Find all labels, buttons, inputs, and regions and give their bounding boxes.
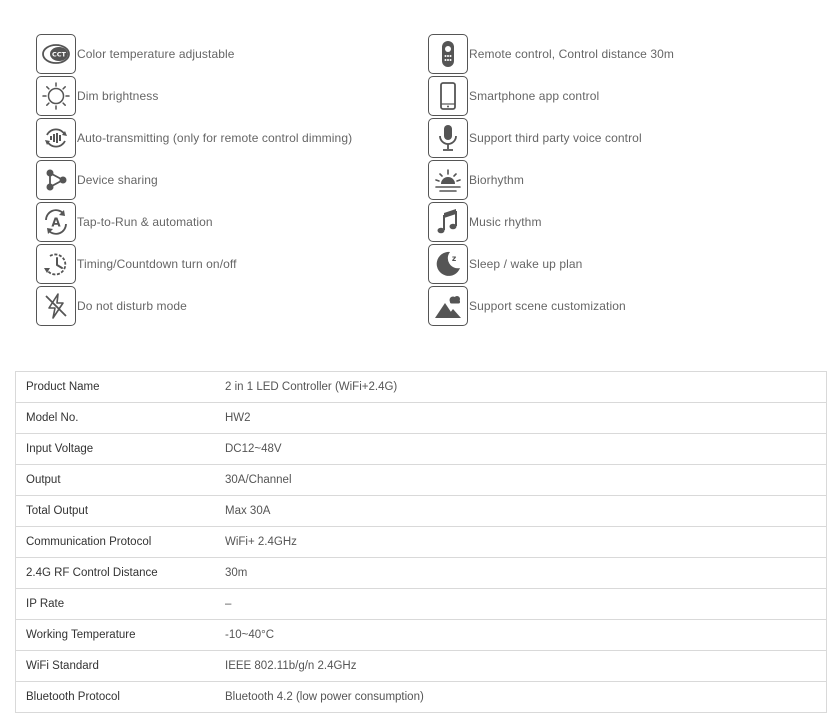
spec-key: IP Rate — [16, 589, 226, 620]
spec-key: Bluetooth Protocol — [16, 682, 226, 713]
table-row — [16, 620, 827, 651]
music-note-icon — [428, 202, 468, 242]
spec-key: Input Voltage — [16, 434, 226, 465]
feature-label: Auto-transmitting (only for remote control dimming) — [77, 131, 353, 145]
spec-value: -10~40°C — [225, 620, 827, 651]
table-row — [16, 403, 827, 434]
feature-label: Timing/Countdown turn on/off — [77, 257, 237, 271]
feature-item — [428, 159, 674, 201]
spec-key: Product Name — [16, 372, 226, 403]
spec-value: 30A/Channel — [225, 465, 827, 496]
table-row — [16, 682, 827, 713]
feature-item — [36, 75, 352, 117]
share-icon — [36, 160, 76, 200]
table-row — [16, 496, 827, 527]
feature-item — [36, 201, 352, 243]
timer-icon — [36, 244, 76, 284]
feature-label: Do not disturb mode — [77, 299, 187, 313]
spec-key: 2.4G RF Control Distance — [16, 558, 226, 589]
spec-value: HW2 — [225, 403, 827, 434]
spec-key: Working Temperature — [16, 620, 226, 651]
feature-item — [428, 117, 674, 159]
spec-value: 2 in 1 LED Controller (WiFi+2.4G) — [225, 372, 827, 403]
table-row — [16, 372, 827, 403]
feature-item — [36, 117, 352, 159]
spec-value: WiFi+ 2.4GHz — [225, 527, 827, 558]
moon-sleep-icon — [428, 244, 468, 284]
spec-key: Model No. — [16, 403, 226, 434]
svg-text:z: z — [451, 254, 457, 263]
feature-column-left — [36, 33, 352, 327]
feature-list — [0, 0, 835, 340]
spec-value: Max 30A — [225, 496, 827, 527]
spec-key: WiFi Standard — [16, 651, 226, 682]
spec-value: Bluetooth 4.2 (low power consumption) — [225, 682, 827, 713]
feature-label: Tap-to-Run & automation — [77, 215, 213, 229]
table-row — [16, 434, 827, 465]
feature-label: Support scene customization — [469, 299, 626, 313]
spec-table — [15, 371, 827, 713]
feature-item — [428, 33, 674, 75]
feature-item — [428, 201, 674, 243]
microphone-icon — [428, 118, 468, 158]
feature-item — [428, 243, 674, 285]
spec-key: Total Output — [16, 496, 226, 527]
svg-text:A: A — [51, 215, 61, 230]
sun-icon — [36, 76, 76, 116]
feature-item — [428, 285, 674, 327]
feature-item — [428, 75, 674, 117]
spec-value: IEEE 802.11b/g/n 2.4GHz — [225, 651, 827, 682]
table-row — [16, 651, 827, 682]
remote-control-icon — [428, 34, 468, 74]
sunrise-icon — [428, 160, 468, 200]
table-row — [16, 527, 827, 558]
feature-label: Color temperature adjustable — [77, 47, 235, 61]
table-row — [16, 465, 827, 496]
feature-label: Sleep / wake up plan — [469, 257, 583, 271]
cct-icon — [36, 34, 76, 74]
feature-item — [36, 285, 352, 327]
spec-value: – — [225, 589, 827, 620]
feature-column-right — [428, 33, 674, 327]
table-row — [16, 589, 827, 620]
do-not-disturb-icon — [36, 286, 76, 326]
spec-value: DC12~48V — [225, 434, 827, 465]
feature-label: Music rhythm — [469, 215, 542, 229]
feature-item — [36, 33, 352, 75]
spec-key: Output — [16, 465, 226, 496]
feature-label: Smartphone app control — [469, 89, 600, 103]
auto-transmit-icon — [36, 118, 76, 158]
feature-label: Dim brightness — [77, 89, 159, 103]
tap-to-run-icon — [36, 202, 76, 242]
spec-key: Communication Protocol — [16, 527, 226, 558]
smartphone-icon — [428, 76, 468, 116]
table-row — [16, 558, 827, 589]
feature-item — [36, 159, 352, 201]
svg-text:CCT: CCT — [52, 50, 66, 59]
spec-value: 30m — [225, 558, 827, 589]
feature-label: Biorhythm — [469, 173, 524, 187]
landscape-icon — [428, 286, 468, 326]
feature-item — [36, 243, 352, 285]
feature-label: Remote control, Control distance 30m — [469, 47, 675, 61]
feature-label: Support third party voice control — [469, 131, 642, 145]
feature-label: Device sharing — [77, 173, 158, 187]
